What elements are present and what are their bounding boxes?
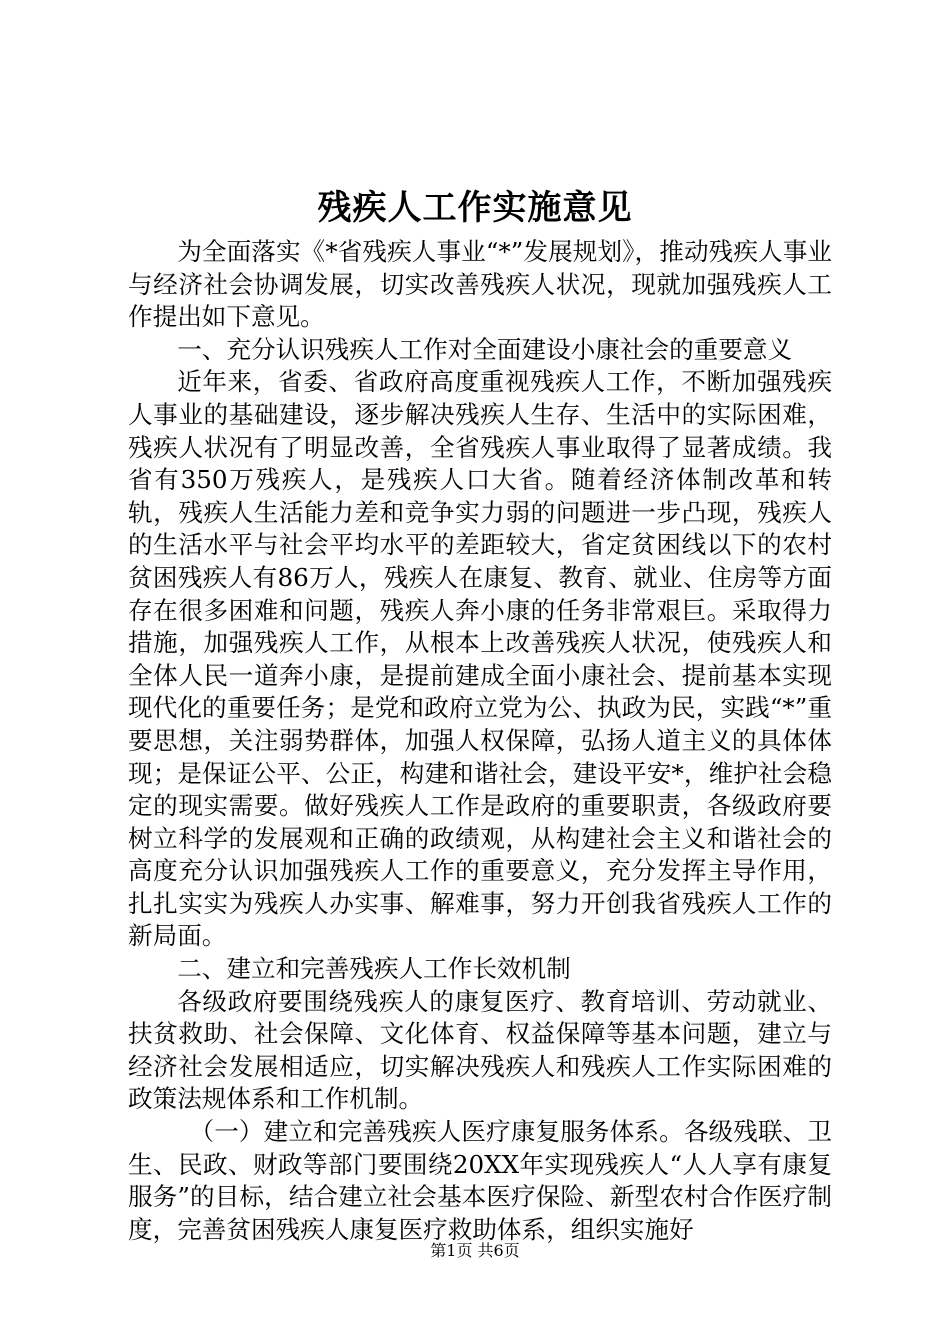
page-footer: 第1页 共6页: [430, 1241, 520, 1260]
section-2-paragraph: 各级政府要围绕残疾人的康复医疗、教育培训、劳动就业、扶贫救助、社会保障、文化体育、权益保障等基本问题，建立与经济社会发展相适应，切实解决残疾人和残疾人工作实际困难的政策法规体系和工作机制。: [128, 986, 832, 1114]
document-body: [128, 236, 832, 1246]
section-1-paragraph: 近年来，省委、省政府高度重视残疾人工作，不断加强残疾人事业的基础建设，逐步解决残疾人生存、生活中的实际困难，残疾人状况有了明显改善，全省残疾人事业取得了显著成绩。我省有350万残疾人，是残疾人口大省。随着经济体制改革和转轨，残疾人生活能力差和竞争实力弱的问题进一步凸现，残疾人的生活水平与社会平均水平的差距较大，省定贫困线以下的农村贫困残疾人有86万人，残疾人在康复、教育、就业、住房等方面存在很多困难和问题，残疾人奔小康的任务非常艰巨。采取得力措施，加强残疾人工作，从根本上改善残疾人状况，使残疾人和全体人民一道奔小康，是提前建成全面小康社会、提前基本实现现代化的重要任务；是党和政府立党为公、执政为民，实践“*”重要思想，关注弱势群体，加强人权保障，弘扬人道主义的具体体现；是保证公平、公正，构建和谐社会，建设平安*，维护社会稳定的现实需要。做好残疾人工作是政府的重要职责，各级政府要树立科学的发展观和正确的政绩观，从构建社会主义和谐社会的高度充分认识加强残疾人工作的重要意义，充分发挥主导作用，扎扎实实为残疾人办实事、解难事，努力开创我省残疾人工作的新局面。: [128, 367, 832, 951]
section-heading-2: 二、建立和完善残疾人工作长效机制: [177, 954, 571, 984]
intro-paragraph: 为全面落实《*省残疾人事业“*”发展规划》，推动残疾人事业与经济社会协调发展，切实改善残疾人状况，现就加强残疾人工作提出如下意见。: [128, 237, 832, 332]
document-title: 残疾人工作实施意见: [317, 188, 633, 228]
subsection-1-paragraph: （一）建立和完善残疾人医疗康复服务体系。各级残联、卫生、民政、财政等部门要围绕20XX年实现残疾人“人人享有康复服务”的目标，结合建立社会基本医疗保险、新型农村合作医疗制度，完善贫困残疾人康复医疗救助体系，组织实施好: [128, 1117, 832, 1244]
section-heading-1: 一、充分认识残疾人工作对全面建设小康社会的重要意义: [177, 334, 793, 364]
